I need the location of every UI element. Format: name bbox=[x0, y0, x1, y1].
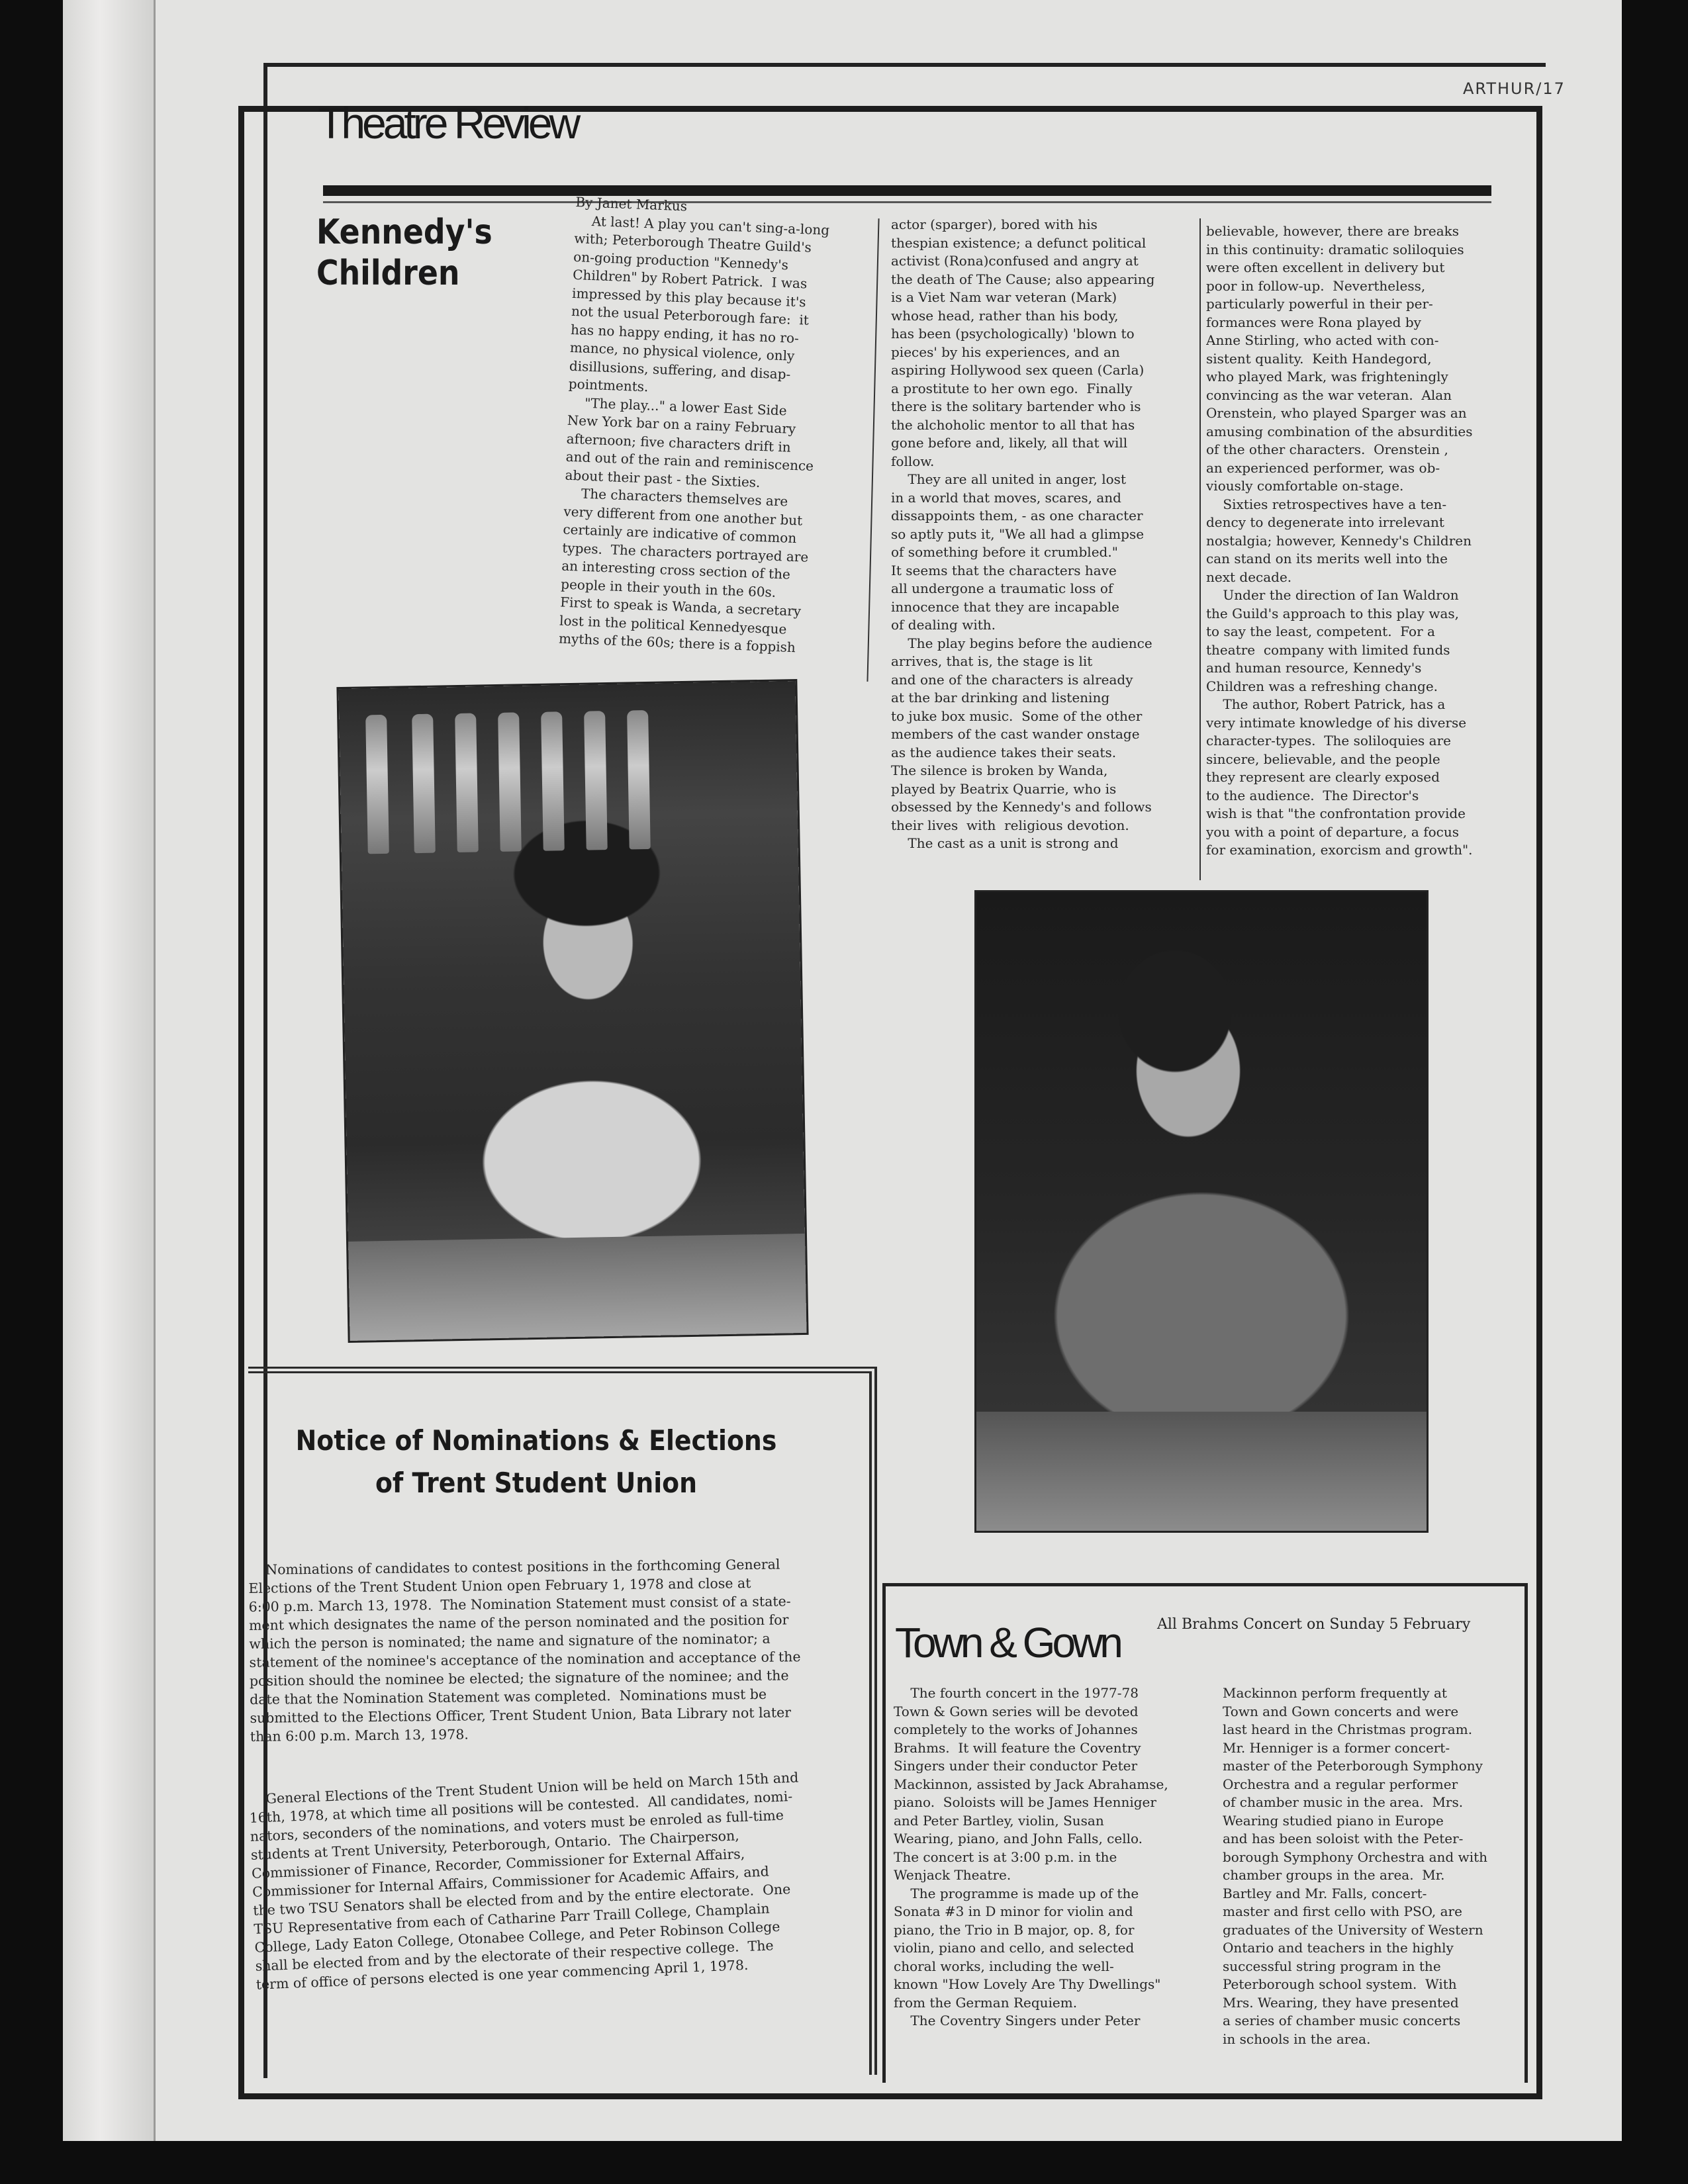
notice-title: Notice of Nominations & Elections of Trent Student Union bbox=[295, 1424, 777, 1499]
town-gown-column-2: Mackinnon perform frequently at Town and Gown concerts and were last heard in the Christmas program. Mr. Henniger is a former concert- master of the Peterborough Symphony Orchestra and a regular performer of chamber music in the area. Mrs. Wearing studied piano in Europe and has been soloist with the Peter- borough Symphony Orchestra and with chamber groups in the area. Mr. Bartley and Mr. Falls, concert- master and first cello with PSO, are graduates of the University of Western Ontario and teachers in the highly successful string program in the Peterborough school system. With Mrs. Wearing, they have presented a series of chamber music concerts in schools in the area. bbox=[1223, 1685, 1488, 2047]
column-rule bbox=[1199, 218, 1201, 880]
bottle-shape bbox=[365, 715, 389, 854]
review-column-2: actor (sparger), bored with his thespian existence; a defunct political activist (Rona)confused and angry at the death of The Cause; also appearing is a Viet Nam war veteran (Mark) whose head, rather than his body, has been (psychologically) 'blown to pieces' by his experiences, and an aspiring Hollywood sex queen (Carla) a prostitute to her own ego. Finally there is the solitary bartender who is the alchoholic mentor to all that has gone before and, likely, all that will follow. They are all united in anger, lost in a world that moves, scares, and dissappoints them, - as one character so aptly puts it, "We all had a glimpse of something before it crumbled." It seems that the characters have all undergone a traumatic loss of innocence that they are incapable of dealing with. The play begins before the audience arrives, that is, the stage is lit and one of the characters is already at the bar drinking and listening to juke box music. Some of the other members of the cast wander onstage as the audience takes their seats. The silence is broken by Wanda, played by Beatrix Quarrie, who is obsessed by the Kennedy's and follows their lives with religious devotion. The cast as a unit is strong and bbox=[891, 216, 1155, 851]
fold-crease bbox=[154, 0, 156, 2141]
review-byline: By Janet Markus bbox=[575, 193, 688, 214]
town-gown-column-1: The fourth concert in the 1977-78 Town & Gown series will be devoted completely to the works of Johannes Brahms. It will feature the Coventry Singers under their conductor Peter Mackinnon, assisted by Jack Abrahamse, piano. Soloists will be James Henniger and Peter Bartley, violin, Susan Wearing, piano, and John Falls, cello. The concert is at 3:00 p.m. in the Wenjack Theatre. The programme is made up of the Sonata #3 in D minor for violin and piano, the Trio in B major, op. 8, for violin, piano and cello, and selected choral works, including the well- known "How Lovely Are Thy Dwellings" from the German Requiem. The Coventry Singers under Peter bbox=[894, 1685, 1168, 2028]
notice-paragraph-nominations: Nominations of candidates to contest positions in the forthcoming General Elections of the Trent Student Union open February 1, 1978 and close at 6:00 p.m. March 13, 1978. The Nomination Statement must consist of a state- ment which designates the name of the person nominated and the position for which the person is nominated; the name and signature of the nominator; a statement of the nominee's acceptance of the nomination and acceptance of the position should the nominee be elected; the signature of the nominee; and the date that the Nomination Statement was completed. Nominations must be submitted to the Elections Officer, Trent Student Union, Bata Library not later than 6:00 p.m. March 13, 1978. bbox=[248, 1556, 801, 1745]
page-number: ARTHUR/17 bbox=[1463, 79, 1566, 98]
notice-paragraph-elections: General Elections of the Trent Student Union will be held on March 15th and 16th, 1978, at which time all positions will be contested. All candidates, nomi- nators, seconders of the nominations, and voters must be enroled as full-time students at Trent University, Peterborough, Ontario. The Chairperson, Commissioner of Finance, Recorder, Commissioner for External Affairs, Commissioner for Internal Affairs, Commissioner for Academic Affairs, and the two TSU Senators shall be elected from and by the entire electorate. One TSU Representative from each of Catharine Parr Traill College, Champlain College, Lady Eaton College, Otonabee College, and Peter Robinson College shall be elected from and by the electorate of their respective college. The term of office of persons elected is one year commencing April 1, 1978. bbox=[248, 1769, 799, 1993]
bottle-shape bbox=[455, 713, 479, 852]
town-gown-subtitle: All Brahms Concert on Sunday 5 February bbox=[1157, 1616, 1471, 1633]
bottle-shape bbox=[584, 711, 608, 850]
review-column-1 bbox=[559, 193, 887, 660]
photo-actor-at-table bbox=[976, 892, 1427, 1531]
title-rule-thin bbox=[323, 201, 1491, 203]
bar-table bbox=[348, 1234, 807, 1341]
adjacent-page-fold bbox=[63, 0, 156, 2141]
review-column-3: believable, however, there are breaks in this continuity: dramatic soliloquies were often excellent in delivery but poor in follow-up. Nevertheless, particularly powerful in their per- formances were Rona played by Anne Stirling, who acted with con- sistent quality. Keith Handegord, who played Mark, was frighteningly convincing as the war veteran. Alan Orenstein, who played Sparger was an amusing combination of the absurdities of the other characters. Orenstein , an experienced performer, was ob- viously comfortable on-stage. Sixties retrospectives have a ten- dency to degenerate into irrelevant nostalgia; however, Kennedy's Children can stand on its merits well into the next decade. Under the direction of Ian Waldron the Guild's approach to this play was, to say the least, competent. For a theatre company with limited funds and human resource, Kennedy's Children was a refreshing change. The author, Robert Patrick, has a very intimate knowledge of his diverse character-types. The soliloquies are sincere, believable, and the people they represent are clearly exposed to the audience. The Director's wish is that "the confrontation provide you with a point of departure, a focus for examination, exorcism and growth". bbox=[1206, 223, 1473, 858]
review-headline: Kennedy's Children bbox=[316, 212, 492, 293]
photo-actress-at-bar bbox=[338, 681, 806, 1341]
bottle-shape bbox=[412, 714, 436, 854]
bottle-shape bbox=[627, 710, 651, 850]
section-title: Theatre Review bbox=[318, 99, 578, 148]
bottle-shape bbox=[498, 712, 522, 852]
review-column-1-text: At last! A play you can't sing-a-long with; Peterborough Theatre Guild's on-going production "Kennedy's Children" by Robert Patrick. I was impressed by this play because it's not the usual Peterborough fare: it has no happy ending, it has no ro- mance, no physical violence, only disillusions, suffering, and disap- pointments. "The play..." a lower East Side New York bar on a rainy February afternoon; five characters drift in and out of the rain and reminiscence about their past - the Sixties. The characters themselves are very different from one another but certainly are indicative of common types. The characters portrayed are an interesting cross section of the people in their youth in the 60s. First to speak is Wanda, a secretary lost in the political Kennedyesque myths of the 60s; there is a foppish bbox=[558, 212, 830, 656]
town-gown-title: Town & Gown bbox=[895, 1619, 1120, 1666]
bar-table bbox=[976, 1412, 1427, 1531]
bottle-shape bbox=[541, 711, 565, 851]
title-rule bbox=[323, 185, 1491, 196]
